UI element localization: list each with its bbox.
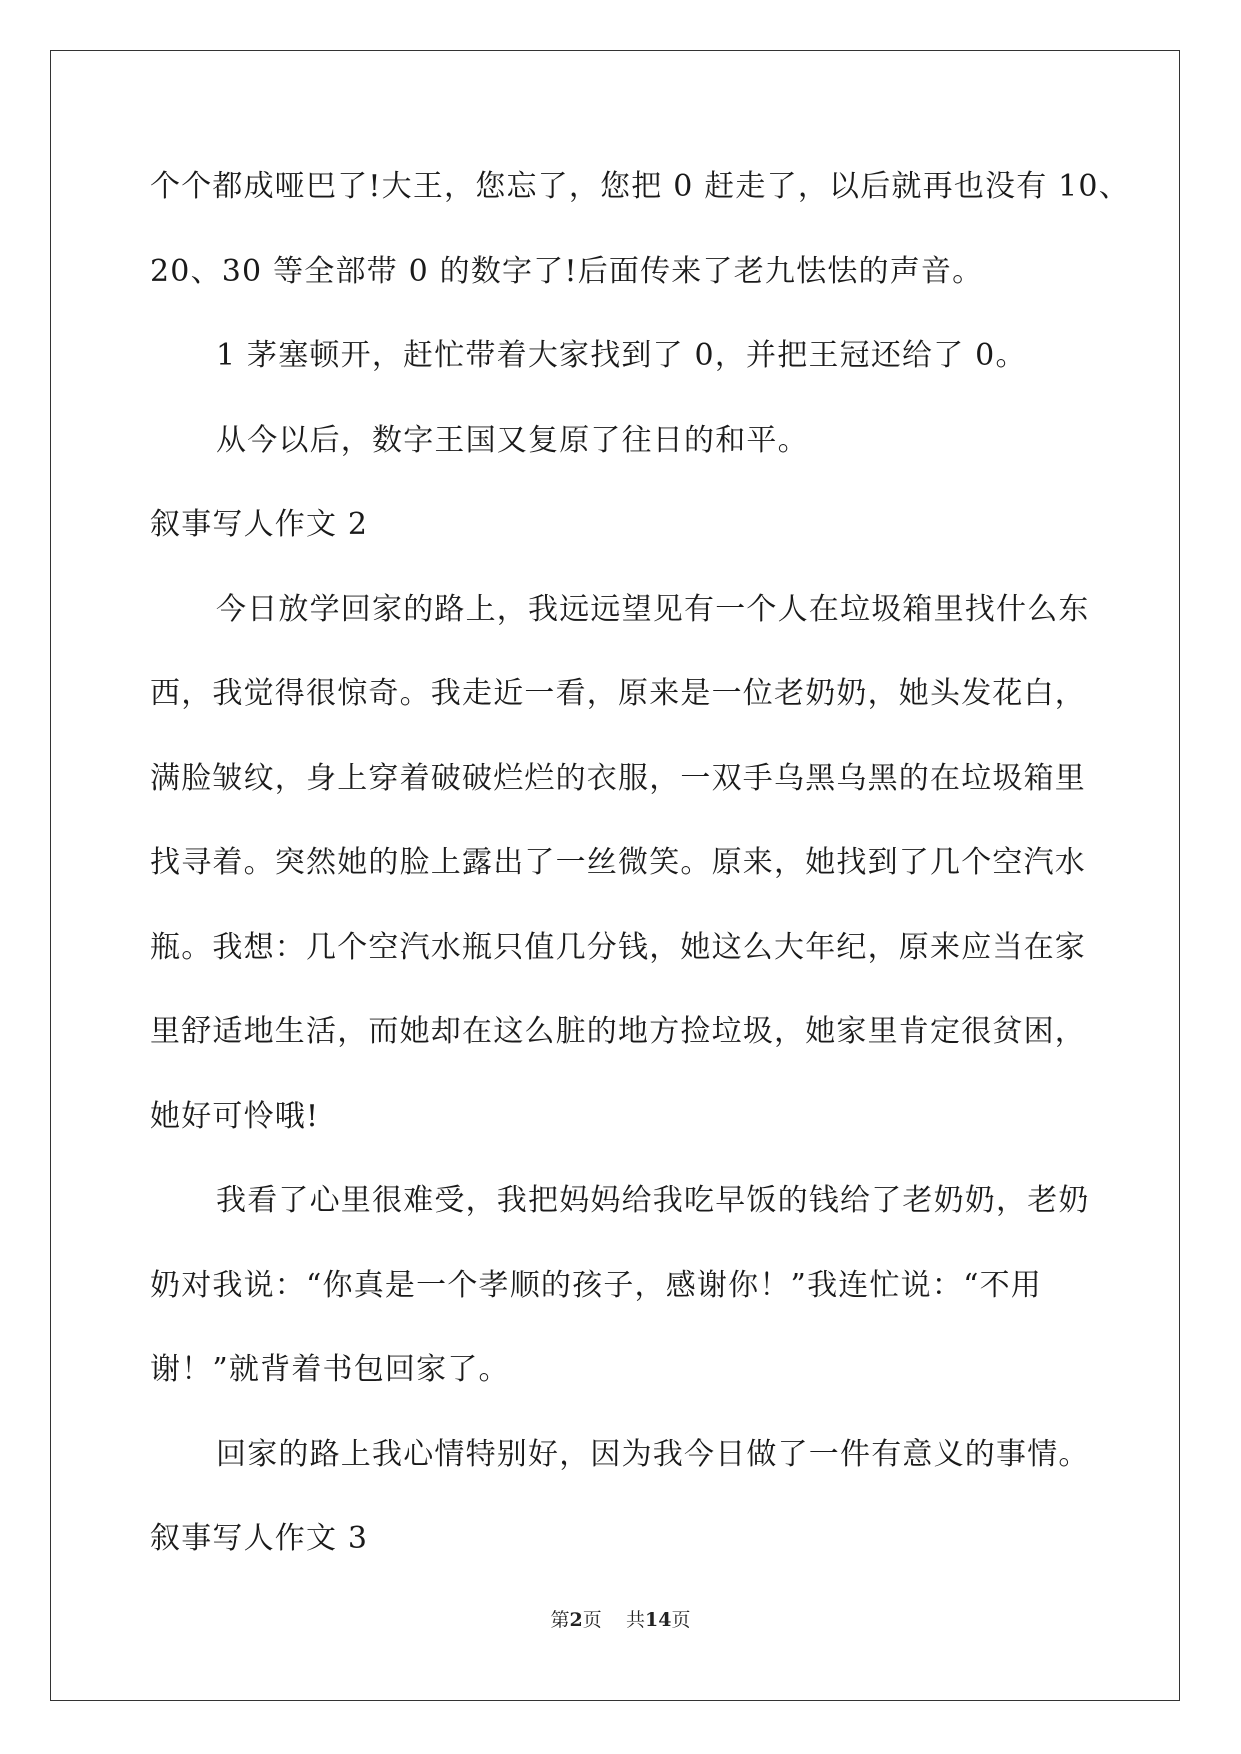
document-body (150, 145, 1130, 1582)
page-number: 2 (569, 1609, 583, 1631)
paragraph-line: 我看了心里很难受，我把妈妈给我吃早饭的钱给了老奶奶，老奶 (216, 1183, 1090, 1218)
total-suffix: 页 (671, 1609, 691, 1631)
page-prefix: 第 (550, 1609, 570, 1631)
total-pages: 14 (644, 1609, 672, 1631)
paragraph-line: 今日放学回家的路上，我远远望见有一个人在垃圾箱里找什么东 (216, 591, 1090, 627)
text-line: 找寻着。突然她的脸上露出了一丝微笑。原来，她找到了几个空汽水 (150, 845, 1086, 880)
text-line: 个个都成哑巴了!大王，您忘了，您把 0 赶走了，以后就再也没有 10、 (150, 169, 1130, 204)
paragraph-line: 1 茅塞顿开，赶忙带着大家找到了 0，并把王冠还给了 0。 (216, 338, 1027, 373)
text-line: 满脸皱纹，身上穿着破破烂烂的衣服，一双手乌黑乌黑的在垃圾箱里 (150, 760, 1086, 796)
paragraph-line: 回家的路上我心情特别好，因为我今日做了一件有意义的事情。 (216, 1436, 1090, 1472)
text-line: 里舒适地生活，而她却在这么脏的地方捡垃圾，她家里肯定很贫困， (150, 1014, 1086, 1049)
text-line: 谢！”就背着书包回家了。 (150, 1352, 510, 1387)
text-line: 20、30 等全部带 0 的数字了!后面传来了老九怯怯的声音。 (150, 253, 984, 289)
paragraph-line: 从今以后，数字王国又复原了往日的和平。 (216, 422, 809, 458)
section-heading: 叙事写人作文 2 (150, 507, 369, 542)
page-suffix: 页 (582, 1609, 602, 1631)
total-prefix: 共 (625, 1609, 645, 1631)
text-line: 瓶。我想：几个空汽水瓶只值几分钱，她这么大年纪，原来应当在家 (150, 929, 1086, 965)
text-line: 她好可怜哦! (150, 1098, 320, 1134)
text-line: 奶对我说：“你真是一个孝顺的孩子，感谢你！”我连忙说：“不用 (150, 1267, 1043, 1303)
text-line: 西，我觉得很惊奇。我走近一看，原来是一位老奶奶，她头发花白， (150, 676, 1086, 711)
page-footer (0, 1605, 1241, 1632)
section-heading: 叙事写人作文 3 (150, 1521, 369, 1556)
